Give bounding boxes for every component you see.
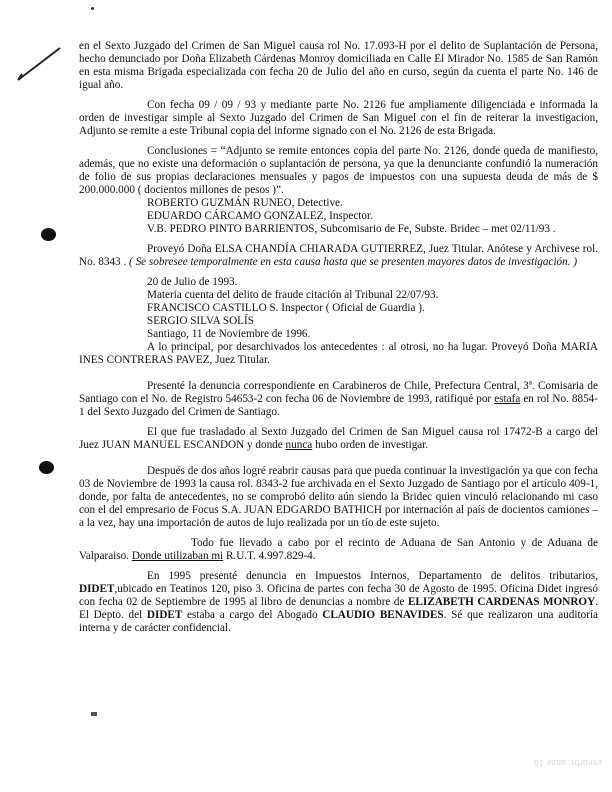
paragraph-aduana: Todo fue llevado a cabo por el recinto de Aduana de San Antonio y de Aduana de Valparaiso. Donde utilizaban mi R.U.T. 4.997.829-4.	[79, 537, 598, 562]
paragraph-didet: En 1995 presenté denuncia en Impuestos Internos, Departamento de delitos tributarios, DIDET,ubicado en Teatinos 120, piso 3. Oficina de partes con fecha 30 de Agosto de 1995. Oficina Didet ingresó con fecha 02 de Septiembre de 1995 al libro de denuncias a nombre de ELIZABETH CARDENAS MONROY. El Depto. del DIDET estaba a cargo del Abogado CLAUDIO BENAVIDES. Sé que realizaron una auditoría interna y de carácter confidencial.	[79, 570, 599, 634]
faded-stamp: exeurbs: anne 16	[534, 757, 602, 768]
name-line: SERGIO SILVA SOLÍS	[147, 315, 254, 327]
santiago-date-line: Santiago, 11 de Noviembre de 1996.	[147, 328, 311, 340]
signature-inspector: EDUARDO CÁRCAMO GONZALEZ, Inspector.	[147, 210, 373, 222]
pen-stroke-mark	[16, 44, 62, 84]
materia-line: Materia cuenta del delito de fraude citación al Tribunal 22/07/93.	[147, 289, 439, 301]
binder-hole-top	[41, 228, 56, 241]
body-text	[79, 40, 598, 635]
paragraph-desarchivados: A lo principal, por desarchivados los antecedentes : al otrosi, no ha lugar. Proveyó Doña MARIA INES CONTRERAS PAVEZ, Juez Titular.	[79, 341, 598, 366]
paragraph-carabineros: Presenté la denuncia correspondiente en Carabineros de Chile, Prefectura Central, 3ª. Comisaria de Santiago con el No. de Registro 54653-2 con fecha 06 de Noviembre de 1993, ratifiqué por estafa en rol No. 8854-1 del Sexto Juzgado del Crimen de Santiago.	[79, 380, 598, 418]
inspector-line: FRANCISCO CASTILLO S. Inspector ( Oficial de Guardia ).	[147, 302, 425, 314]
paragraph-parte-2126: Con fecha 09 / 09 / 93 y mediante parte No. 2126 fue ampliamente diligenciada e informada la orden de investigar simple al Sexto Juzgado del Crimen de San Miguel con el fin de reiterar la investigacion, Adjunto se remite a este Tribunal copia del informe signado con el No. 2126 de esta Brigada.	[79, 99, 598, 137]
paragraph-trasladado: El que fue trasladado al Sexto Juzgado del Crimen de San Miguel causa rol 17472-B a cargo del Juez JUAN MANUEL ESCANDON y donde nunca hubo orden de investigar.	[79, 426, 598, 451]
vb-line: V.B. PEDRO PINTO BARRIENTOS, Subcomisario de Fe, Subste. Bridec – met 02/11/93 .	[147, 223, 556, 235]
signature-detective: ROBERTO GUZMÁN RUNEO, Detective.	[147, 197, 343, 209]
binder-hole-bottom	[39, 461, 54, 474]
scan-dot-mark-bottom	[91, 712, 97, 716]
paragraph-proveyo-chandia: Proveyó Doña ELSA CHANDÍA CHIARADA GUTIERREZ, Juez Titular. Anótese y Archivese rol. No. 8343 . ( Se sobresee temporalmente en esta causa hasta que se presenten mayores datos de investigación. )	[79, 243, 599, 268]
paragraph-conclusiones: Conclusiones = “Adjunto se remite entonces copia del parte No. 2126, donde queda de manifiesto, además, que no existe una deformación o suplantación de persona, ya que la denunciante confundió la numeración de folio de sus propias declaraciones mensuales y pagos de impuestos con una supuesta deuda de más de $ 200.000.000 ( docientos millones de pesos )”.	[79, 145, 598, 196]
scan-dot-mark	[91, 7, 94, 10]
paragraph-reabrir: Después de dos años logré reabrir causas para que pueda continuar la investigación ya que con fecha 03 de Noviembre de 1993 la causa rol. 8343-2 fue archivada en el Sexto Juzgado de Santiago por el artículo 409-1, donde, por falta de antecedentes, no se comprobó delito aún siendo la Bridec quien vinculó relacionando mi caso con el del empresario de Focus S.A. JUAN EDGARDO BATHICH por internación al país de docientos camiones – a la vez, hay una importación de autos de lujo realizada por un tío de este sujeto.	[79, 465, 599, 529]
paragraph-case-17093: en el Sexto Juzgado del Crimen de San Miguel causa rol No. 17.093-H por el delito de Suplantación de Persona, hecho denunciado por Doña Elizabeth Cárdenas Monroy domiciliada en Calle El Mirador No. 1585 de San Ramón en esta misma Brigada especializada con fecha 20 de Julio del año en curso, según da cuenta el parte No. 146 de igual año.	[79, 40, 598, 91]
date-line: 20 de Julio de 1993.	[147, 276, 238, 288]
